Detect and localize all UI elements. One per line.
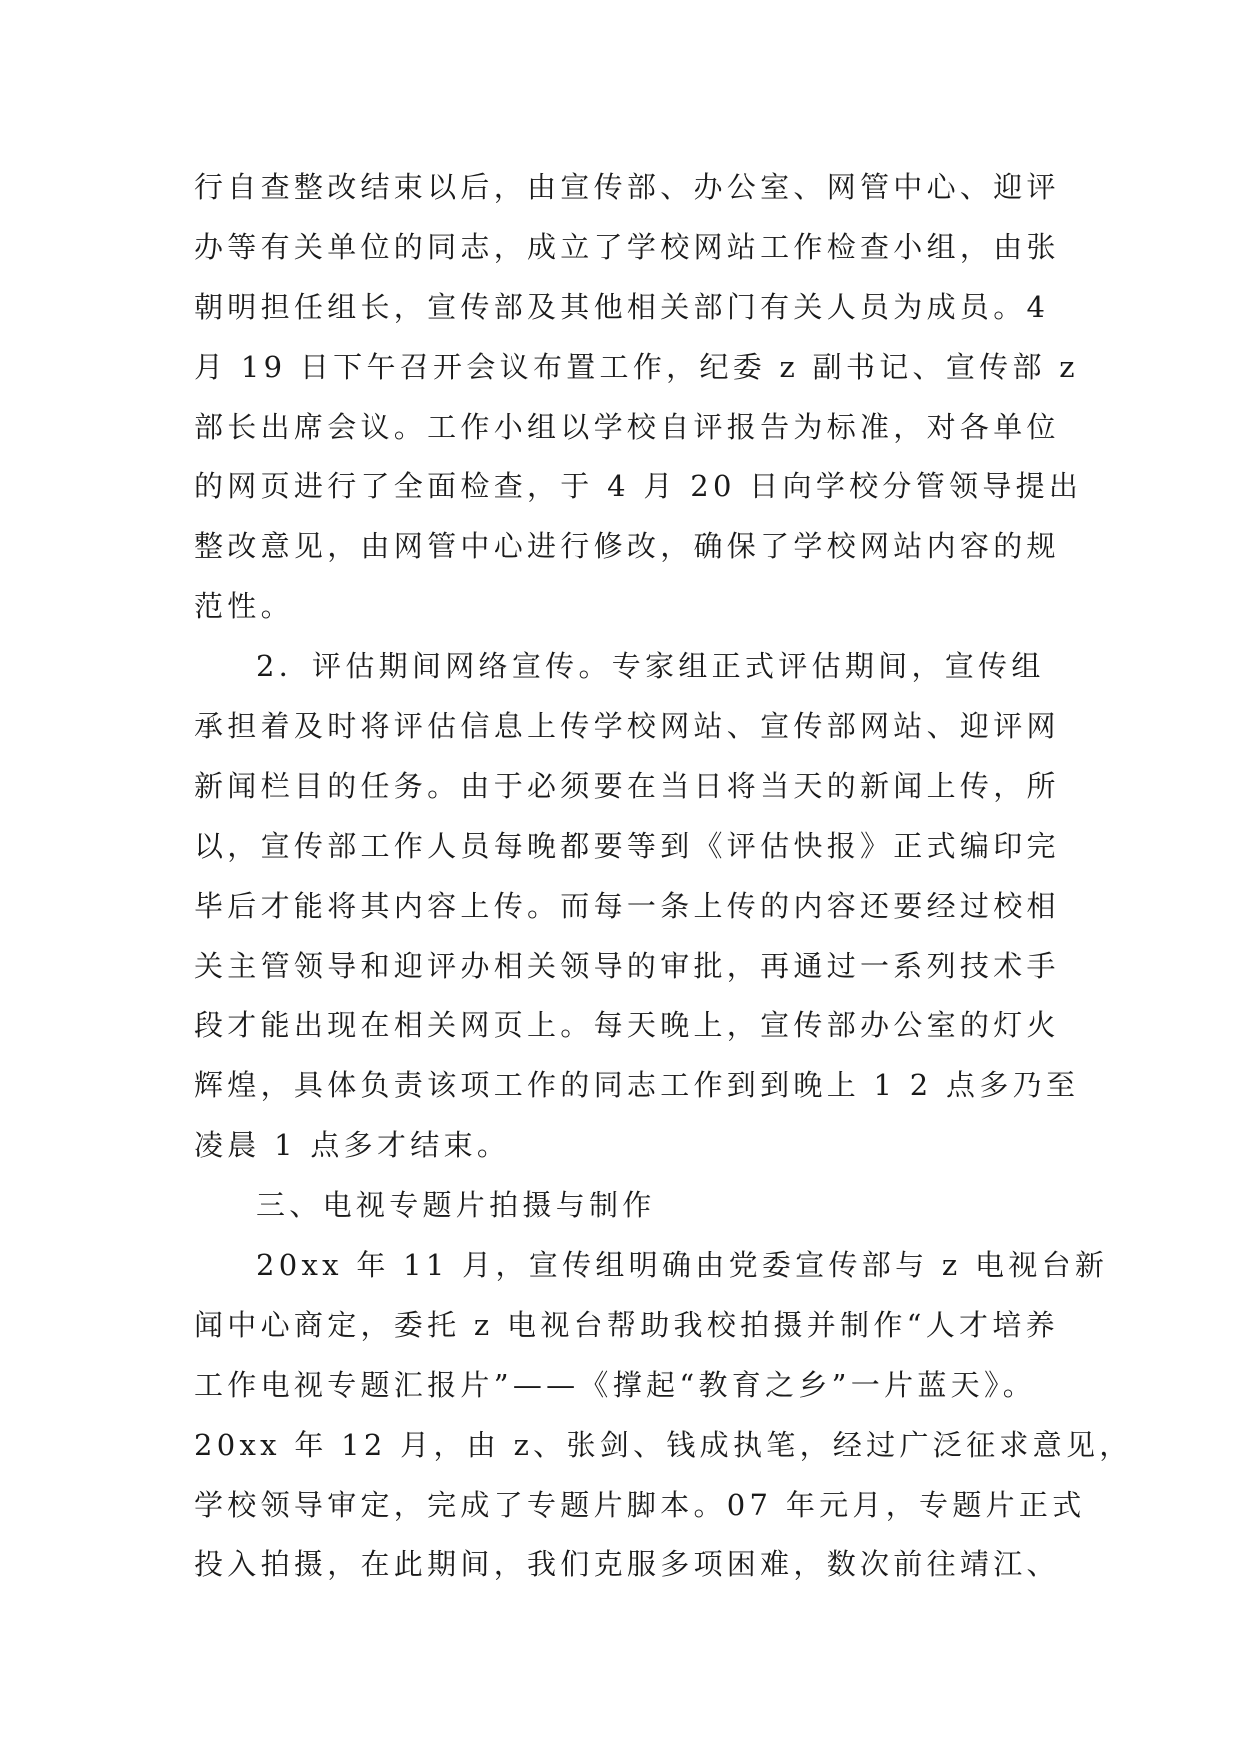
text-line: 毕后才能将其内容上传。而每一条上传的内容还要经过校相	[194, 888, 1060, 923]
text-line: 月 19 日下午召开会议布置工作，纪委 z 副书记、宣传部 z	[194, 349, 1079, 384]
paragraph-start-line: 2．评估期间网络宣传。专家组正式评估期间，宣传组	[256, 649, 1045, 684]
text-line: 部长出席会议。工作小组以学校自评报告为标准，对各单位	[194, 409, 1060, 444]
text-line: 以，宣传部工作人员每晚都要等到《评估快报》正式编印完	[194, 828, 1060, 863]
text-line: 辉煌，具体负责该项工作的同志工作到到晚上 1 2 点多乃至	[194, 1068, 1080, 1103]
text-line: 段才能出现在相关网页上。每天晚上，宣传部办公室的灯火	[194, 1008, 1060, 1043]
text-line: 承担着及时将评估信息上传学校网站、宣传部网站、迎评网	[194, 709, 1060, 744]
text-line: 的网页进行了全面检查，于 4 月 20 日向学校分管领导提出	[194, 469, 1083, 504]
text-line: 学校领导审定，完成了专题片脚本。07 年元月，专题片正式	[194, 1487, 1086, 1522]
text-line: 工作电视专题汇报片”——《撑起“教育之乡”一片蓝天》。	[194, 1367, 1037, 1402]
text-line: 办等有关单位的同志，成立了学校网站工作检查小组，由张	[194, 229, 1060, 264]
text-line: 范性。	[194, 589, 294, 624]
text-line: 新闻栏目的任务。由于必须要在当日将当天的新闻上传，所	[194, 768, 1060, 803]
text-line: 投入拍摄，在此期间，我们克服多项困难，数次前往靖江、	[194, 1547, 1060, 1582]
text-line: 行自查整改结束以后，由宣传部、办公室、网管中心、迎评	[194, 170, 1060, 204]
text-line: 整改意见，由网管中心进行修改，确保了学校网站内容的规	[194, 529, 1060, 564]
document-body-text	[194, 158, 1133, 1595]
text-line: 凌晨 1 点多才结束。	[194, 1128, 511, 1163]
text-line: 闻中心商定，委托 z 电视台帮助我校拍摄并制作“人才培养	[194, 1307, 1059, 1342]
text-line: 20xx 年 12 月，由 z、张剑、钱成执笔，经过广泛征求意见，	[194, 1427, 1133, 1462]
text-line: 关主管领导和迎评办相关领导的审批，再通过一系列技术手	[194, 948, 1060, 983]
section-heading: 三、电视专题片拍摄与制作	[256, 1188, 656, 1223]
paragraph-start-line: 20xx 年 11 月，宣传组明确由党委宣传部与 z 电视台新	[256, 1248, 1109, 1283]
text-line: 朝明担任组长，宣传部及其他相关部门有关人员为成员。4	[194, 289, 1050, 324]
